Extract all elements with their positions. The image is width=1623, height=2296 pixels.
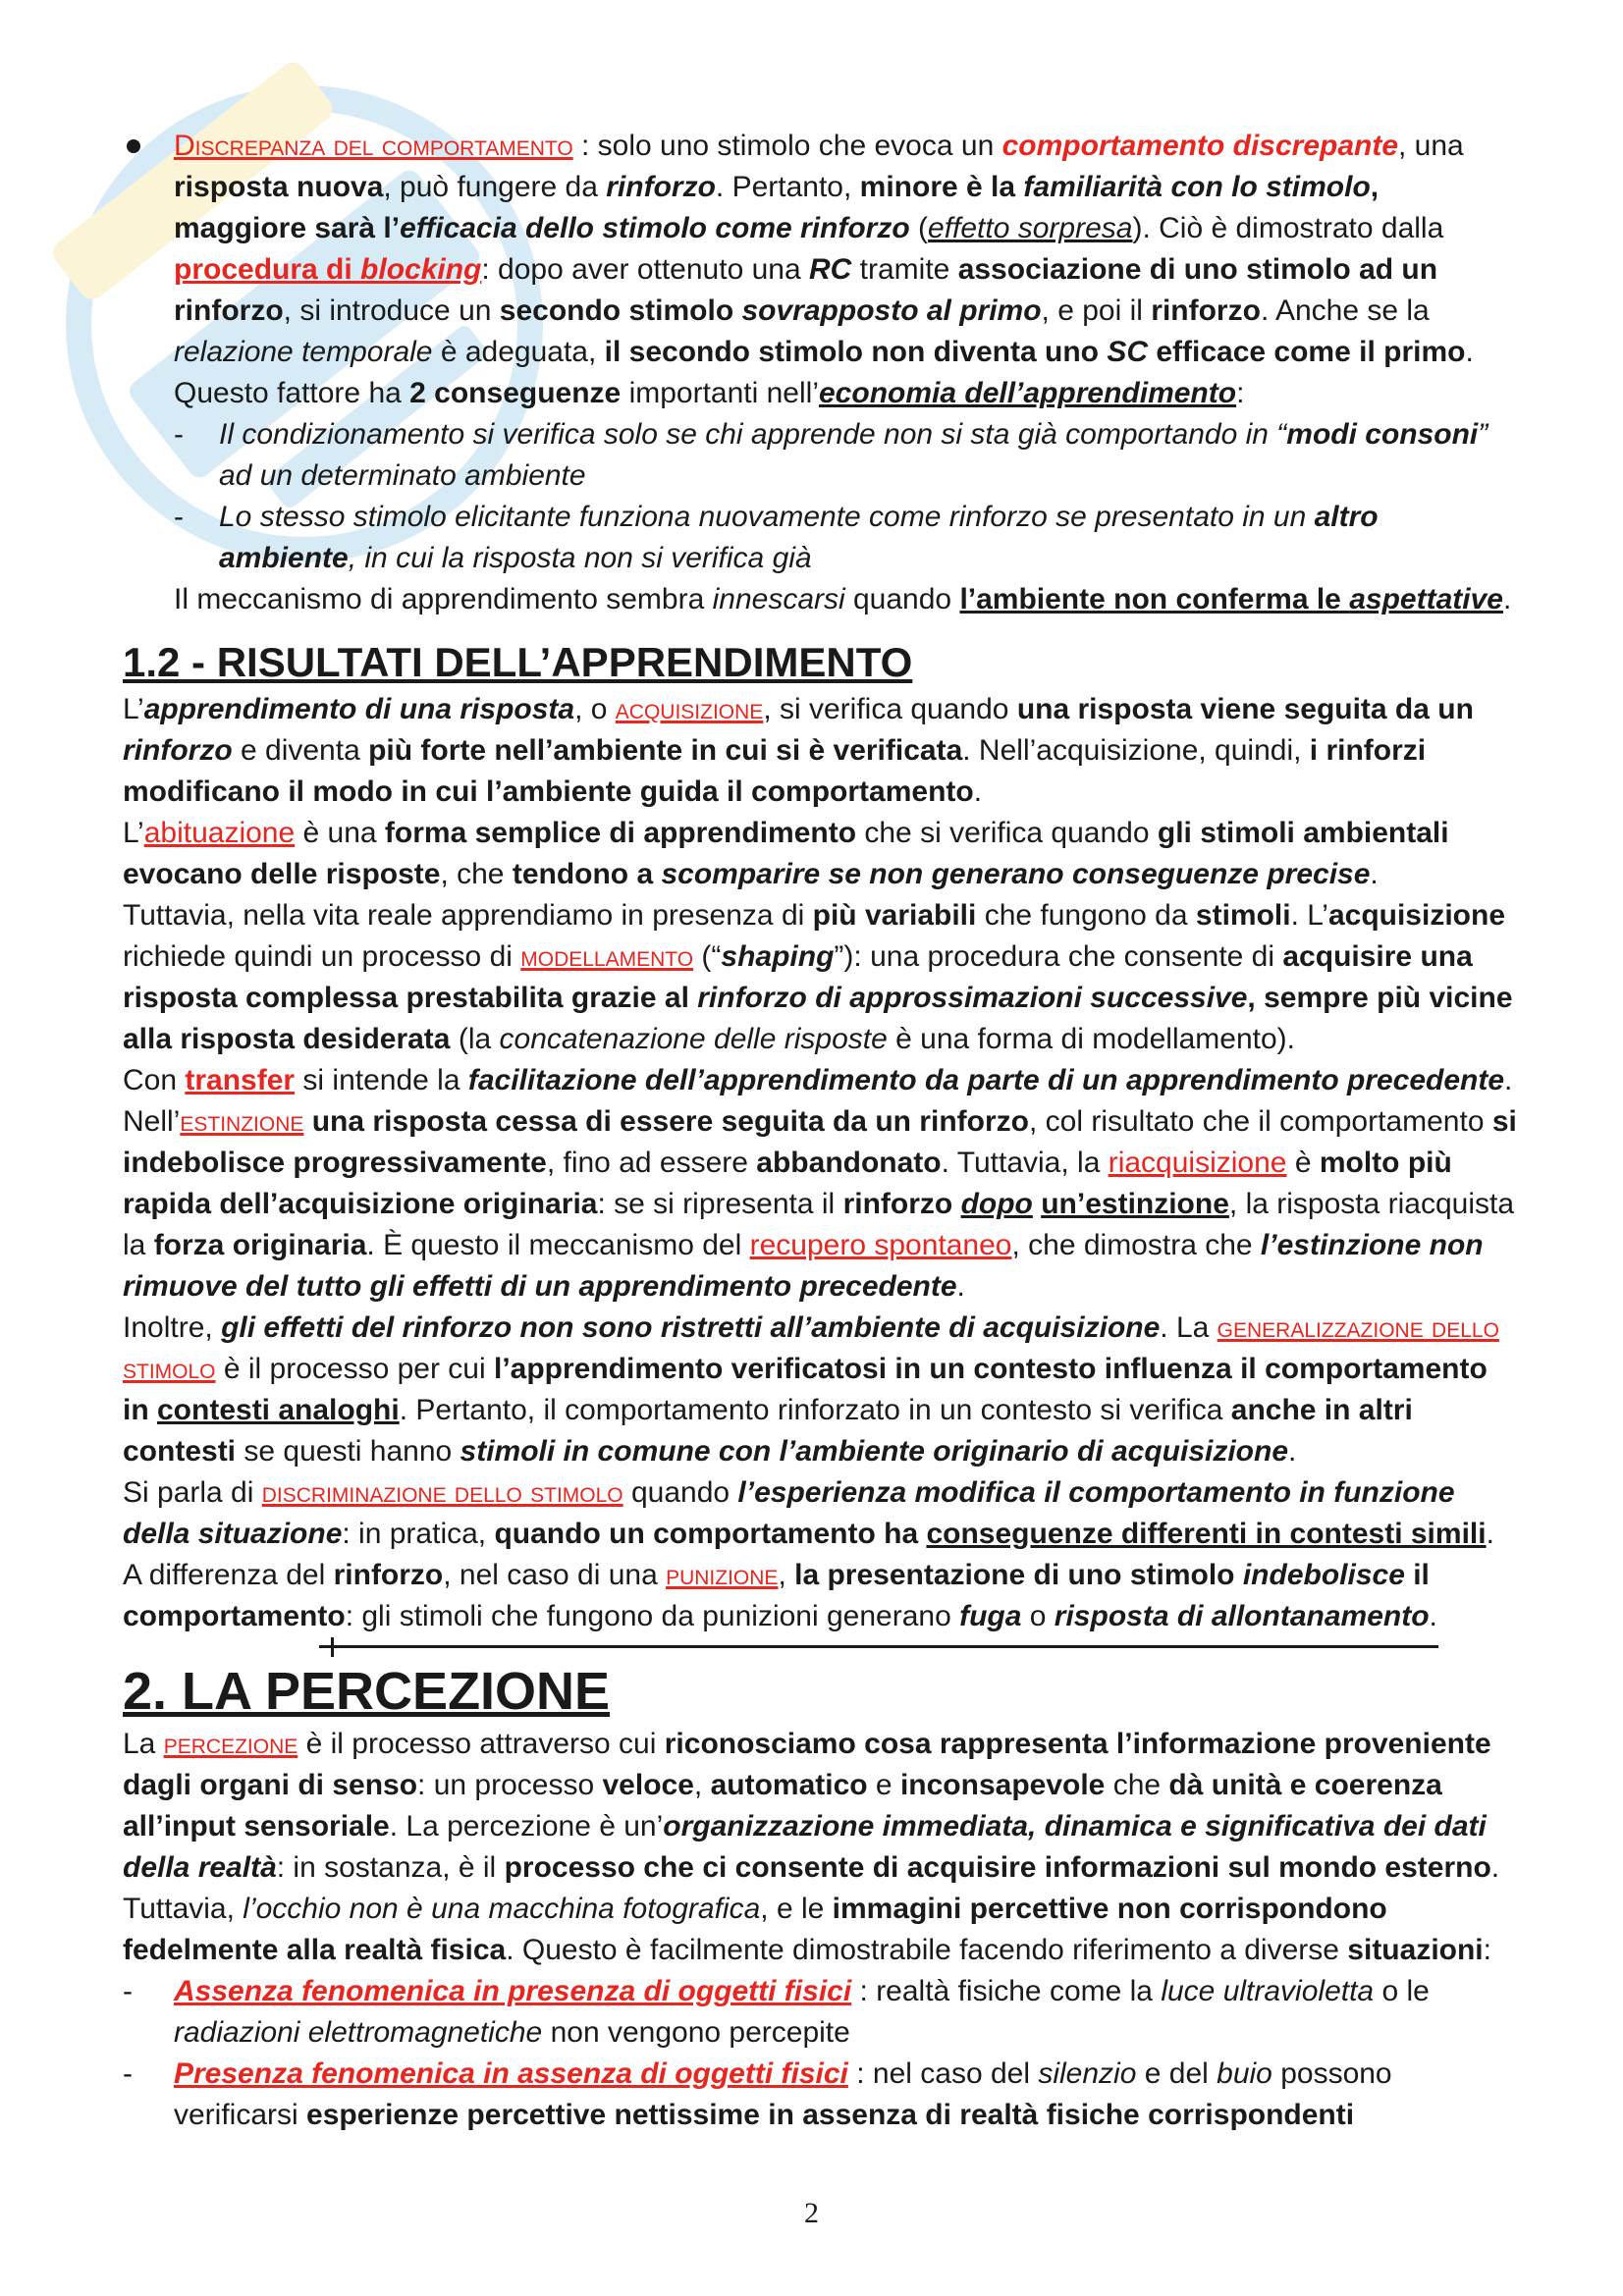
paragraph: Nell’estinzione una risposta cessa di essere seguita da un rinforzo, col risultato che il comportamento si indebolisce progressivamente, fino ad essere abbandonato. Tuttavia, la riacquisizione è molto più rapida dell’acquisizione originaria: se si ripresenta il rinforzo dopo un’estinzione, la risposta riacquista la forza originaria. È questo il meccanismo del recupero spontaneo, che dimostra che l’estinzione non rimuove del tutto gli effetti di un apprendimento precedente. (123, 1105, 1517, 1303)
sub-item: - Presenza fenomenica in assenza di oggetti fisici : nel caso del silenzio e del buio possono verificarsi esperienze percettive nettissime in assenza di realtà fisiche corrispondenti (123, 2057, 1392, 2131)
paragraph: A differenza del rinforzo, nel caso di una punizione, la presentazione di uno stimolo indebolisce il comportamento: gli stimoli che fungono da punizioni generano fuga o risposta di allontanamento. (123, 1559, 1437, 1632)
section-heading-1-2: 1.2 - RISULTATI DELL’APPRENDIMENTO (123, 639, 913, 685)
paragraph: L’abituazione è una forma semplice di apprendimento che si verifica quando gli stimoli ambientali evocano delle risposte, che tendono a scomparire se non generano conseguenze precise. (123, 817, 1449, 890)
sub-item: - Assenza fenomenica in presenza di oggetti fisici : realtà fisiche come la luce ultravioletta o le radiazioni elettromagnetiche non vengono percepite (123, 1975, 1430, 2049)
bullet-conclusion: Il meccanismo di apprendimento sembra innescarsi quando l’ambiente non conferma le aspettative. (174, 583, 1512, 615)
sub-item: - Lo stesso stimolo elicitante funziona nuovamente come rinforzo se presentato in un altro ambiente, in cui la risposta non si verifica già (174, 501, 1379, 574)
paragraph: Tuttavia, l’occhio non è una macchina fotografica, e le immagini percettive non corrispondono fedelmente alla realtà fisica. Questo è facilmente dimostrabile facendo riferimento a diverse situazioni: (123, 1893, 1491, 1966)
section-heading-2: 2. LA PERCEZIONE (123, 1662, 611, 1721)
paragraph: Si parla di discriminazione dello stimolo quando l’esperienza modifica il comportamento in funzione della situazione: in pratica, quando un comportamento ha conseguenze differenti in contesti simili. (123, 1476, 1494, 1550)
paragraph: L’apprendimento di una risposta, o acquisizione, si verifica quando una risposta viene seguita da un rinforzo e diventa più forte nell’ambiente in cui si è verificata. Nell’acquisizione, quindi, i rinforzi modificano il modo in cui l’ambiente guida il comportamento. (123, 693, 1474, 808)
page-number: 2 (804, 2197, 819, 2229)
document-body (123, 126, 1517, 2136)
sub-item: - Il condizionamento si verifica solo se chi apprende non si sta già comportando in “modi consoni” ad un determinato ambiente (174, 418, 1488, 492)
paragraph: La percezione è il processo attraverso cui riconosciamo cosa rappresenta l’informazione proveniente dagli organi di senso: un processo veloce, automatico e inconsapevole che dà unità e coerenza all’input sensoriale. La percezione è un’organizzazione immediata, dinamica e significativa dei dati della realtà: in sostanza, è il processo che ci consente di acquisire informazioni sul mondo esterno. (123, 1728, 1500, 1884)
bullet-icon (127, 139, 140, 153)
paragraph: Inoltre, gli effetti del rinforzo non sono ristretti all’ambiente di acquisizione. La generalizzazione dello stimolo è il processo per cui l’apprendimento verificatosi in un contesto influenza il comportamento in contesti analoghi. Pertanto, il comportamento rinforzato in un contesto si verifica anche in altri contesti se questi hanno stimoli in comune con l’ambiente originario di acquisizione. (123, 1311, 1499, 1468)
bullet-discrepanza (123, 126, 1517, 414)
paragraph: Tuttavia, nella vita reale apprendiamo in presenza di più variabili che fungono da stimoli. L’acquisizione richiede quindi un processo di modellamento (“shaping”): una procedura che consente di acquisire una risposta complessa prestabilita grazie al rinforzo di approssimazioni successive, sempre più vicine alla risposta desiderata (la concatenazione delle risposte è una forma di modellamento). (123, 899, 1513, 1055)
paragraph: Con transfer si intende la facilitazione dell’apprendimento da parte di un apprendimento precedente. (123, 1064, 1513, 1096)
bullet-text: Discrepanza del comportamento : solo uno stimolo che evoca un comportamento discrepante, una risposta nuova, può fungere da rinforzo. Pertanto, minore è la familiarità con lo stimolo, maggiore sarà l’efficacia dello stimolo come rinforzo (effetto sorpresa). Ciò è dimostrato dalla procedura di blocking: dopo aver ottenuto una RC tramite associazione di uno stimolo ad un rinforzo, si introduce un secondo stimolo sovrapposto al primo, e poi il rinforzo. Anche se la relazione temporale è adeguata, il secondo stimolo non diventa uno SC efficace come il primo. Questo fattore ha 2 conseguenze importanti nell’economia dell’apprendimento: (174, 130, 1474, 409)
horizontal-rule (123, 1637, 1517, 1659)
term-discrepanza: Discrepanza del comportamento (174, 130, 573, 162)
